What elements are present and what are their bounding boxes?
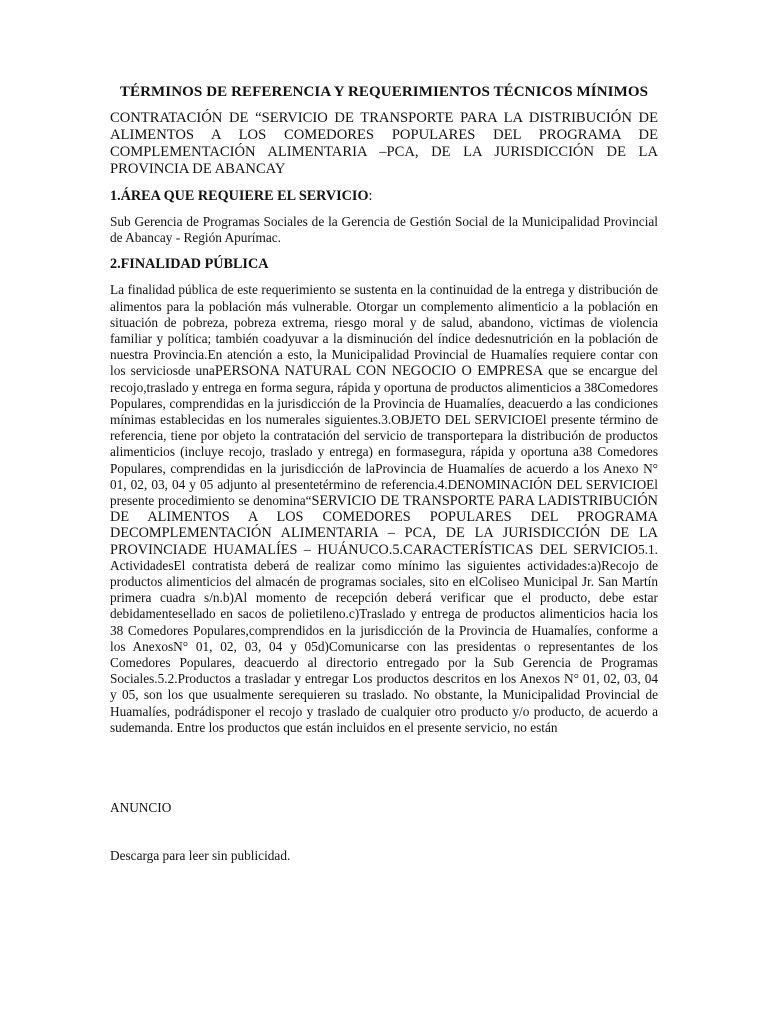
section-heading-area-text: 1.ÁREA QUE REQUIERE EL SERVICIO	[110, 188, 369, 204]
section-heading-area	[110, 188, 658, 205]
announcement-label: ANUNCIO	[110, 800, 172, 816]
purpose-text-part-2: PERSONA NATURAL CON NEGOCIO O EMPRESA	[214, 363, 544, 380]
purpose-text-part-4: SERVICIO DE TRANSPORTE PARA LADISTRIBUCIÓN DE ALIMENTOS A LOS COMEDORES POPULARES DEL PROGRAMA DECOMPLEMENTACIÓN ALIMENTARIA – PCA, DE LA JURISDICCIÓN DE LA PROVINCIADE HUAMALÍES – HUÁNUCO.5.CARACTERÍSTICAS DEL SERVICIO	[110, 493, 658, 558]
contract-description: CONTRATACIÓN DE “SERVICIO DE TRANSPORTE PARA LA DISTRIBUCIÓN DE ALIMENTOS A LOS COMEDORES POPULARES DEL PROGRAMA DE COMPLEMENTACIÓN ALIMENTARIA –PCA, DE LA JURISDICCIÓN DE LA PROVINCIA DE ABANCAY	[110, 110, 658, 177]
purpose-text-part-5: 5.1. ActividadesEl contratista deberá de realizar como mínimo las siguientes actividades:a)Recojo de productos alimenticios del almacén de programas sociales, sito en elColiseo Municipal Jr. San Martín primera cuadra s/n.b)Al momento de recepción deberá verificar que el producto, debe estar debidamentesellado en sacos de polietileno.c)Traslado y entrega de productos alimenticios hacia los 38 Comedores Populares,comprendidos en la jurisdicción de la Provincia de Huamalíes, conforme a los AnexosN° 01, 02, 03, 04 y 05d)Comunicarse con las presidentas o representantes de los Comedores Populares, deacuerdo al directorio entregado por la Sub Gerencia de Programas Sociales.5.2.Productos a trasladar y entregar Los productos descritos en los Anexos N° 01, 02, 03, 04 y 05, son los que usualmente serequieren su traslado. No obstante, la Municipalidad Provincial de Huamalíes, podrádisponer el recojo y traslado de cualquier otro producto y/o producto, de acuerdo a sudemanda. Entre los productos que están incluidos en el presente servicio, no están	[110, 541, 658, 735]
download-ad-free-note[interactable]: Descarga para leer sin publicidad.	[110, 848, 291, 864]
section-heading-purpose: 2.FINALIDAD PÚBLICA	[110, 256, 269, 273]
section-body-area: Sub Gerencia de Programas Sociales de la Gerencia de Gestión Social de la Municipalidad Provincial de Abancay - Región Apurímac.	[110, 214, 658, 246]
spacer	[110, 816, 658, 848]
document-title: TÉRMINOS DE REFERENCIA Y REQUERIMIENTOS TÉCNICOS MÍNIMOS	[119, 84, 649, 100]
purpose-text-part-3: que se encargue del recojo,traslado y entrega en forma segura, rápida y oportuna de productos alimenticios a 38Comedores Populares, comprendidas en la jurisdicción de la Provincia de Huamalíes, deacuerdo a las condiciones mínimas establecidas en los numerales siguientes.3.OBJETO DEL SERVICIOEl presente término de referencia, tiene por objeto la contratación del servicio de transportepara la distribución de productos alimenticios (incluye recojo, traslado y entrega) en formasegura, rápida y oportuna a38 Comedores Populares, comprendidas en la jurisdicción de laProvincia de Huamalíes de acuerdo a los Anexo N° 01, 02, 03, 04 y 05 adjunto al presentetérmino de referencia.4.DENOMINACIÓN DEL SERVICIOEl presente procedimiento se denomina“	[110, 363, 658, 509]
section-heading-area-colon: :	[368, 188, 373, 204]
section-body-purpose	[110, 282, 658, 736]
purpose-text-part-1: La finalidad pública de este requerimiento se sustenta en la continuidad de la entrega y distribución de alimentos para la población más vulnerable. Otorgar un complemento alimenticio a la población en situación de pobreza, pobreza extrema, riesgo moral y de salud, abandono, victimas de violencia familiar y política; también coadyuvar a la disminución del índice dedesnutrición en la población de nuestra Provincia.En atención a esto, la Municipalidad Provincial de Huamalíes requiere contar con los serviciosde una	[110, 282, 658, 379]
spacer	[110, 746, 658, 800]
